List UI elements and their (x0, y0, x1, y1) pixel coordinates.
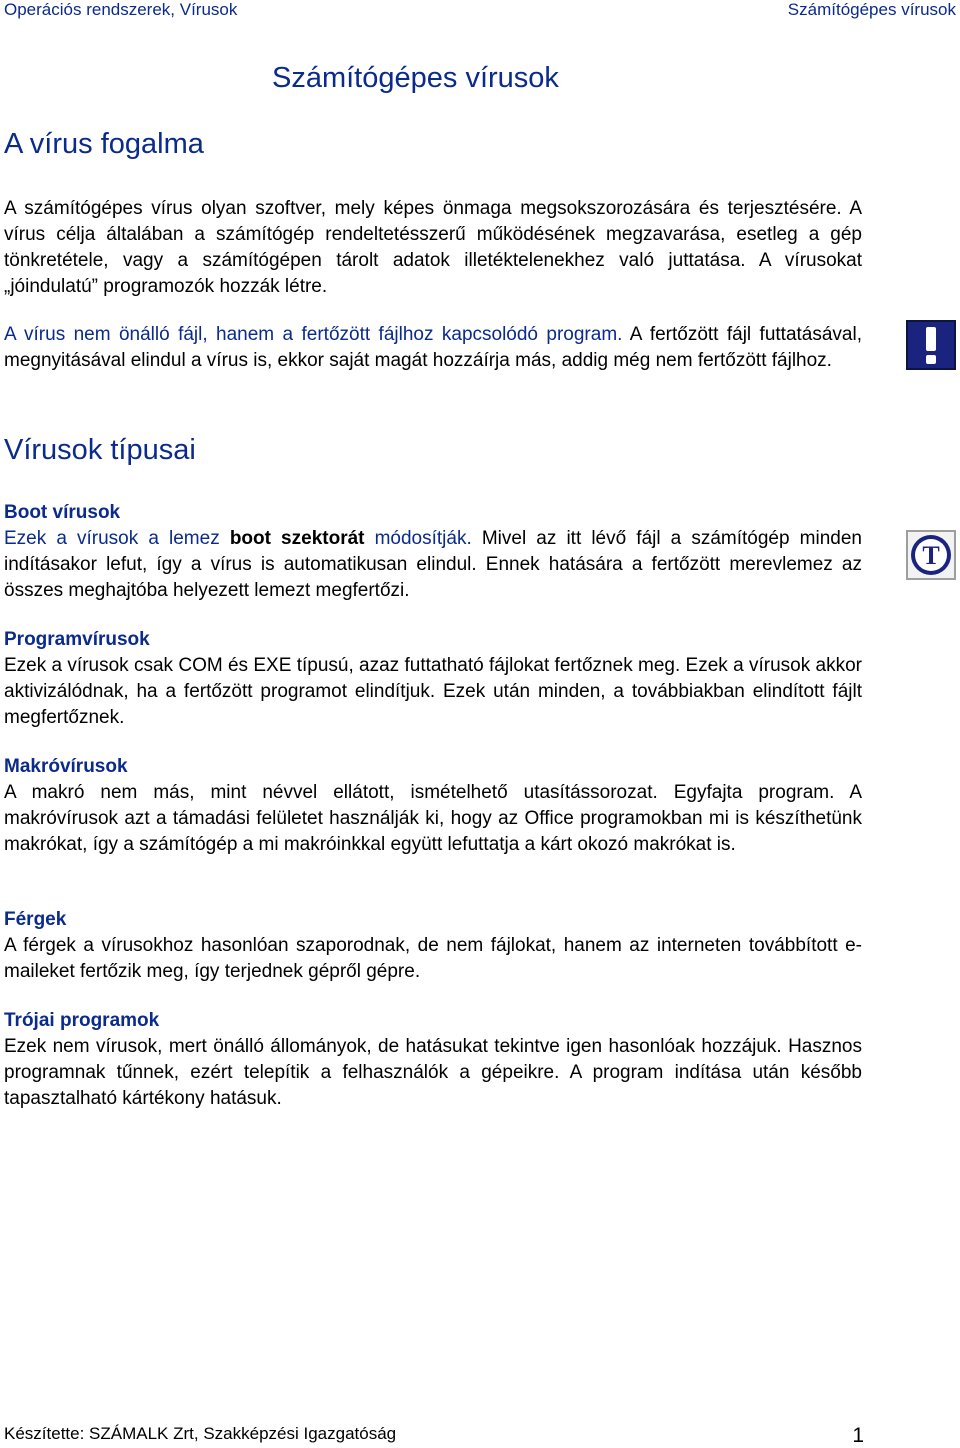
page-number: 1 (852, 1424, 864, 1447)
subheading-boot: Boot vírusok (4, 502, 121, 523)
t-letter-icon (906, 530, 956, 580)
subheading-trojan: Trójai programok (4, 1010, 160, 1031)
boot-text-bold: boot szektorát (229, 528, 365, 549)
heading-virus-types: Vírusok típusai (4, 434, 196, 466)
subheading-worms: Férgek (4, 909, 67, 930)
paragraph-program-virus: Ezek a vírusok csak COM és EXE típusú, azaz futtatható fájlokat fertőznek meg. Ezek a vírusok akkor aktivizálódnak, ha a fertőzött programot elindítjuk. Ezek után minden, a továbbiakban elindított fájlt megfertőznek. (4, 655, 862, 728)
paragraph-worms: A férgek a vírusokhoz hasonlóan szaporodnak, de nem fájlokat, hanem az interneten továbbított e-maileket fertőzik meg, így terjednek gépről gépre. (4, 935, 862, 982)
boot-text-b: módosítják. (364, 528, 472, 549)
page-title: Számítógépes vírusok (272, 62, 559, 94)
running-header (4, 0, 956, 22)
boot-text-c: Mivel az itt lévő fájl a számítógép minden indításakor lefut, így a vírus is automatikusan elindul. Ennek hatására a fertőzött merevlemez az összes meghajtóba helyezett lemezt megfertőzi. (4, 528, 862, 601)
header-left: Operációs rendszerek, Vírusok (4, 0, 238, 19)
subheading-program-virus: Programvírusok (4, 629, 150, 650)
paragraph-definition: A számítógépes vírus olyan szoftver, mely képes önmaga megsokszorozására és terjesztésére. A vírus célja általában a számítógép rendeltetésszerű működésének megzavarása, esetleg a gép tönkretétele, vagy a számítógépen tárolt adatok illetéktelenekhez való juttatása. A vírusokat „jóindulatú” programozók hozzák létre. (4, 198, 862, 297)
footer-author: Készítette: SZÁMALK Zrt, Szakképzési Igazgatóság (4, 1424, 397, 1443)
t-letter: T (922, 541, 940, 570)
paragraph-infection-lead: A vírus nem önálló fájl, hanem a fertőzött fájlhoz kapcsolódó program. (4, 324, 623, 345)
paragraph-macro-virus: A makró nem más, mint névvel ellátott, ismételhető utasítássorozat. Egyfajta program. A makróvírusok azt a támadási felületet használják ki, hogy az Office programokban mi is készíthetünk makrókat, így a számítógép a mi makróinkkal együtt lefuttatja a kárt okozó makrókat is. (4, 782, 862, 855)
header-right: Számítógépes vírusok (787, 0, 956, 19)
exclamation-icon (906, 320, 956, 370)
paragraph-infection-rest: A fertőzött fájl futtatásával, megnyitásával elindul a vírus is, ekkor saját magát hozzáírja más, addig még nem fertőzött fájlhoz. (4, 324, 863, 371)
paragraph-trojan: Ezek nem vírusok, mert önálló állományok, de hatásukat tekintve igen hasonlóak hozzájuk. Hasznos programnak tűnnek, ezért telepítik a felhasználók a gépeikre. A program indítása után később tapasztalható kártékony hatásuk. (4, 1036, 862, 1109)
subheading-macro-virus: Makróvírusok (4, 756, 128, 777)
paragraph-boot (4, 526, 862, 604)
paragraph-infection (4, 322, 862, 374)
boot-text-a: Ezek a vírusok a lemez (4, 528, 230, 549)
heading-virus-concept: A vírus fogalma (4, 128, 204, 160)
